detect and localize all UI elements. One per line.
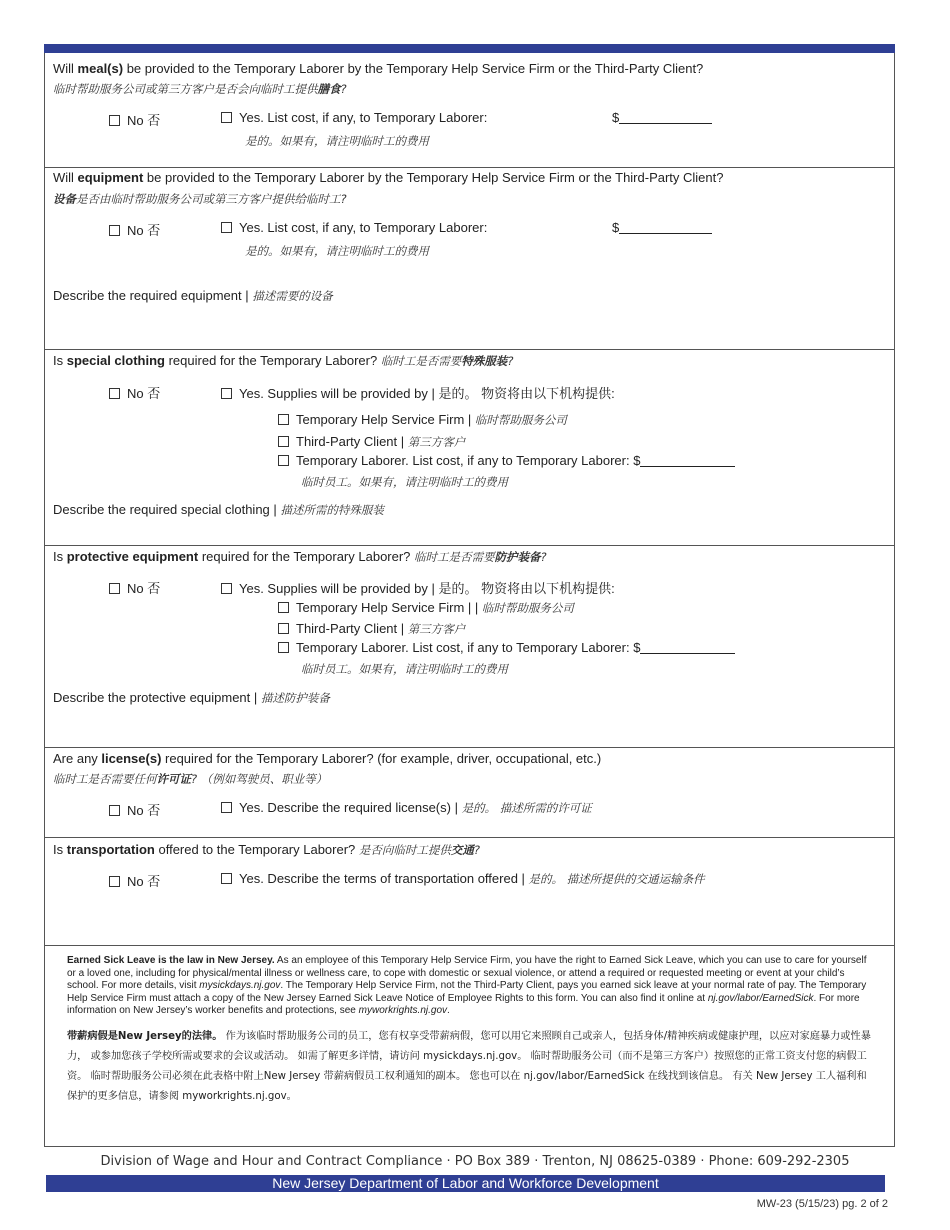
clothing-section [45,350,894,546]
clothing-option-thsf[interactable]: Temporary Help Service Firm | 临时帮助服务公司 [278,412,567,428]
meals-no-checkbox[interactable] [109,115,120,126]
license-question-zh: 临时工是否需要任何许可证? （例如驾驶员、职业等） [53,772,328,786]
link-earned-sick[interactable]: nj.gov/labor/EarnedSick [707,992,814,1004]
license-yes-checkbox[interactable] [221,802,232,813]
clothing-cost-blank[interactable] [640,454,735,467]
license-no-checkbox[interactable] [109,805,120,816]
license-section [45,748,894,838]
sick-leave-notice-en: Earned Sick Leave is the law in New Jersey. As an employee of this Temporary Help Service Firm, you have the right to Earned Sick Leave, which you can use to care for yourself or a loved one, including for physical/mental illness or wellness care, to cope with domestic or sexual violence, or attend a required or requested meeting or event at your child’s school. For more details, visit mysickdays.nj.gov. The Temporary Help Service Firm, not the Third-Party Client, pays you earned sick leave at your normal rate of pay. The Temporary Help Service Firm must attach a copy of the New Jersey Earned Sick Leave Notice of Employee Rights to this form. You can also find it online at nj.gov/labor/EarnedSick. For more information on New Jersey’s worker benefits and protections, see myworkrights.nj.gov. [67,955,867,1017]
transport-no-checkbox[interactable] [109,876,120,887]
protective-no-option[interactable]: No 否 [109,578,160,597]
meals-cost-field[interactable]: $ [612,110,712,125]
equipment-no-checkbox[interactable] [109,225,120,236]
footer-address: Division of Wage and Hour and Contract Compliance · PO Box 389 · Trenton, NJ 08625-0389 · Phone: 609-292-2305 [100,1154,850,1169]
equipment-cost-field[interactable]: $ [612,220,712,235]
equipment-no-option[interactable]: No 否 [109,220,160,239]
clothing-thsf-checkbox[interactable] [278,414,289,425]
link-myworkrights[interactable]: myworkrights.nj.gov [358,1005,447,1017]
equipment-describe-label[interactable]: Describe the required equipment | 描述需要的设备 [53,288,333,303]
protective-no-checkbox[interactable] [109,583,120,594]
clothing-question: Is special clothing required for the Temporary Laborer? 临时工是否需要特殊服装? [53,353,514,368]
equipment-yes-option[interactable]: Yes. List cost, if any, to Temporary Laborer: [221,220,487,235]
link-mysickdays[interactable]: mysickdays.nj.gov [199,980,281,992]
footer-department-banner: New Jersey Department of Labor and Workforce Development [46,1175,885,1192]
meals-question-zh: 临时帮助服务公司或第三方客户是否会向临时工提供膳食? [53,82,347,96]
clothing-yes-option[interactable]: Yes. Supplies will be provided by | 是的。 物资将由以下机构提供: [221,383,615,402]
meals-yes-zh: 是的。如果有，请注明临时工的费用 [245,134,429,148]
protective-yes-option[interactable]: Yes. Supplies will be provided by | 是的。 物资将由以下机构提供: [221,578,615,597]
protective-question: Is protective equipment required for the Temporary Laborer? 临时工是否需要防护装备? [53,549,547,564]
clothing-describe-label[interactable]: Describe the required special clothing | 描述所需的特殊服装 [53,502,384,517]
protective-laborer-zh: 临时员工。如果有，请注明临时工的费用 [301,662,508,676]
protective-section [45,546,894,748]
equipment-yes-zh: 是的。如果有，请注明临时工的费用 [245,244,429,258]
equipment-question: Will equipment be provided to the Temporary Laborer by the Temporary Help Service Firm or the Third-Party Client? [53,170,724,185]
license-no-option[interactable]: No 否 [109,800,160,819]
clothing-option-client[interactable]: Third-Party Client | 第三方客户 [278,434,465,450]
protective-option-thsf[interactable]: Temporary Help Service Firm | | 临时帮助服务公司 [278,600,574,616]
equipment-yes-checkbox[interactable] [221,222,232,233]
equipment-section [45,168,894,350]
transport-yes-checkbox[interactable] [221,873,232,884]
header-accent-bar [44,44,895,53]
form-frame [44,53,895,1147]
clothing-laborer-zh: 临时员工。如果有，请注明临时工的费用 [301,475,508,489]
clothing-yes-checkbox[interactable] [221,388,232,399]
transport-no-option[interactable]: No 否 [109,871,160,890]
protective-cost-blank[interactable] [640,641,735,654]
protective-option-client[interactable]: Third-Party Client | 第三方客户 [278,621,465,637]
protective-option-laborer[interactable]: Temporary Laborer. List cost, if any to Temporary Laborer: $ [278,640,735,655]
transport-section [45,838,894,946]
license-question: Are any license(s) required for the Temporary Laborer? (for example, driver, occupational, etc.) [53,751,602,766]
protective-thsf-checkbox[interactable] [278,602,289,613]
meals-cost-blank[interactable] [619,111,712,124]
meals-no-option[interactable]: No 否 [109,110,160,129]
transport-question: Is transportation offered to the Temporary Laborer? 是否向临时工提供交通? [53,842,481,857]
transport-yes-option[interactable]: Yes. Describe the terms of transportation offered | 是的。 描述所提供的交通运输条件 [221,871,705,887]
form-id: MW-23 (5/15/23) pg. 2 of 2 [756,1198,888,1210]
clothing-laborer-checkbox[interactable] [278,455,289,466]
clothing-option-laborer[interactable]: Temporary Laborer. List cost, if any to Temporary Laborer: $ [278,453,735,468]
equipment-question-zh: 设备是否由临时帮助服务公司或第三方客户提供给临时工? [53,192,347,206]
meals-yes-option[interactable]: Yes. List cost, if any, to Temporary Laborer: [221,110,487,125]
protective-client-checkbox[interactable] [278,623,289,634]
protective-yes-checkbox[interactable] [221,583,232,594]
meals-section [45,53,894,168]
clothing-client-checkbox[interactable] [278,436,289,447]
sick-leave-notice-zh: 带薪病假是New Jersey的法律。 作为该临时帮助服务公司的员工，您有权享受带薪病假，您可以用它来照顾自己或亲人，包括身体/精神疾病或健康护理，以应对家庭暴力或性暴力， 或参加您孩子学校所需或要求的会议或活动。 如需了解更多详情，请访问 mysickdays.nj.gov。 临时帮助服务公司（而不是第三方客户）按照您的正常工资支付您的病假工资。 临时帮助服务公司必须在此表格中附上New Jersey 带薪病假员工权利通知的副本。 您也可以在 nj.gov/labor/EarnedSick 在线找到该信息。 有关 New Jersey 工人福利和保护的更多信息，请参阅 myworkrights.nj.gov。 [67,1031,871,1102]
license-yes-option[interactable]: Yes. Describe the required license(s) | 是的。 描述所需的许可证 [221,800,592,816]
meals-question: Will meal(s) be provided to the Temporary Laborer by the Temporary Help Service Firm or the Third-Party Client? [53,61,704,76]
protective-laborer-checkbox[interactable] [278,642,289,653]
equipment-cost-blank[interactable] [619,221,712,234]
clothing-no-option[interactable]: No 否 [109,383,160,402]
meals-yes-checkbox[interactable] [221,112,232,123]
clothing-no-checkbox[interactable] [109,388,120,399]
protective-describe-label[interactable]: Describe the protective equipment | 描述防护装备 [53,690,330,705]
